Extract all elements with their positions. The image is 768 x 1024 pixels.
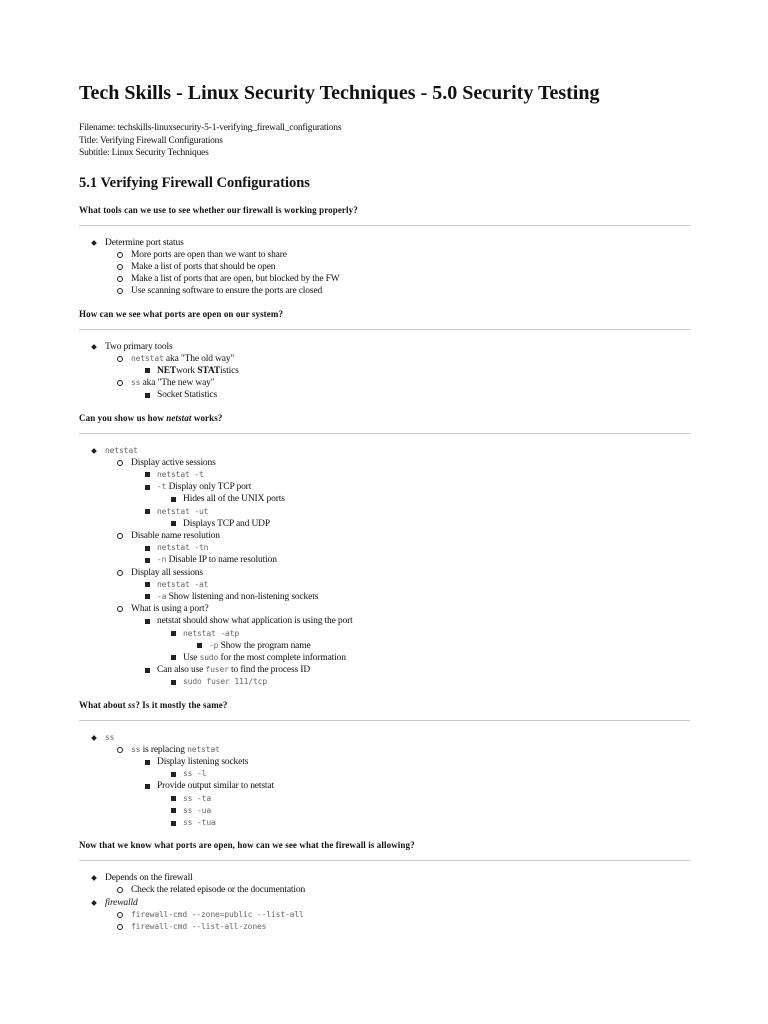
divider [79, 433, 690, 434]
list-item: What is using a port? netstat should show what application is using the port netstat -atp -p Show the program name Use sudo for the most complete information Can also use fuser to find the process ID sudo fuser 111/tcp [105, 603, 690, 688]
list-item: Disable name resolution netstat -tn -n Disable IP to name resolution [105, 530, 690, 567]
list-item: Make a list of ports that are open, but blocked by the FW [105, 273, 690, 285]
divider [79, 329, 690, 330]
list-item: ss -ua [157, 805, 690, 817]
list-item: Check the related episode or the documentation [105, 884, 690, 896]
list-item: -t Display only TCP port Hides all of the UNIX ports [131, 481, 690, 505]
list-item: NETwork STATistics [131, 365, 690, 377]
list-item: -p Show the program name [183, 640, 690, 652]
answer-ss [79, 732, 690, 830]
document-title: Tech Skills - Linux Security Techniques - 5.0 Security Testing [79, 82, 600, 104]
list-item: ss ss is replacing netstat Display listening sockets ss -l Provide output similar to netstat ss -ta ss -ua ss -tua [79, 732, 690, 830]
list-item: Make a list of ports that should be open [105, 261, 690, 273]
meta-subtitle: Subtitle: Linux Security Techniques [79, 148, 209, 158]
list-item: firewall-cmd --zone=public --list-all [105, 909, 690, 921]
answer-tools [79, 237, 690, 298]
list-item: netstat aka "The old way" NETwork STATistics [105, 353, 690, 377]
answer-open-ports [79, 341, 690, 402]
list-item: Use scanning software to ensure the ports are closed [105, 285, 690, 297]
question-netstat: Can you show us how netstat works? [79, 412, 223, 423]
list-item: ss aka "The new way" Socket Statistics [105, 377, 690, 401]
list-item: More ports are open than we want to share [105, 249, 690, 261]
list-item: Display active sessions netstat -t -t Display only TCP port Hides all of the UNIX ports netstat -ut Displays TCP and UDP [105, 457, 690, 530]
list-item: Display all sessions netstat -at -a Show listening and non-listening sockets [105, 567, 690, 604]
list-item: ss is replacing netstat Display listening sockets ss -l Provide output similar to netstat ss -ta ss -ua ss -tua [105, 744, 690, 829]
code-ss: ss [131, 378, 141, 388]
list-item: Depends on the firewall Check the related episode or the documentation [79, 872, 690, 896]
question-open-ports: How can we see what ports are open on our system? [79, 308, 284, 319]
question-tools: What tools can we use to see whether our firewall is working properly? [79, 204, 358, 215]
list-item: Can also use fuser to find the process ID sudo fuser 111/tcp [131, 664, 690, 688]
list-item: Hides all of the UNIX ports [157, 493, 690, 505]
document-meta [79, 122, 690, 160]
question-firewall: Now that we know what ports are open, how can we see what the firewall is allowing? [79, 840, 415, 851]
divider [79, 720, 690, 721]
list-item: netstat -atp -p Show the program name [157, 628, 690, 652]
list-item: netstat -tn [131, 542, 690, 554]
list-item: sudo fuser 111/tcp [157, 676, 690, 688]
answer-netstat [79, 445, 690, 689]
list-item: -n Disable IP to name resolution [131, 554, 690, 566]
list-item: Use sudo for the most complete information [157, 652, 690, 664]
code-netstat: netstat [131, 353, 164, 363]
list-item: ss -ta [157, 793, 690, 805]
divider [79, 860, 690, 861]
list-item: firewall-cmd --list-all-zones [105, 921, 690, 933]
list-item: netstat -at [131, 579, 690, 591]
list-item: Displays TCP and UDP [157, 518, 690, 530]
list-item: netstat Display active sessions netstat -t -t Display only TCP port Hides all of the UNIX ports netstat -ut Displays TCP and UDP Disable name resolution netstat -tn -n Disable IP to name resolution Display all sessions netstat -at -a Show listening and non-listening sockets What is using a port? netstat should show what application is using the port netstat -atp -p Show the program name Use sudo for the most complete information Can also use fuser to find the process ID sudo fuser 111/tcp [79, 445, 690, 689]
list-item: Determine port status More ports are open than we want to share Make a list of ports that should be open Make a list of ports that are open, but blocked by the FW Use scanning software to ensure the ports are closed [79, 237, 690, 298]
list-item: firewalld firewall-cmd --zone=public --list-all firewall-cmd --list-all-zones [79, 897, 690, 934]
question-ss: What about ss? Is it mostly the same? [79, 699, 228, 710]
divider [79, 225, 690, 226]
answer-firewall [79, 872, 690, 933]
meta-filename: Filename: techskills-linuxsecurity-5-1-verifying_firewall_configurations [79, 123, 342, 133]
section-heading: 5.1 Verifying Firewall Configurations [79, 174, 310, 191]
list-item: netstat -t [131, 469, 690, 481]
list-item: ss -tua [157, 817, 690, 829]
list-item: Two primary tools netstat aka "The old way" NETwork STATistics ss aka "The new way" Socket Statistics [79, 341, 690, 402]
meta-title: Title: Verifying Firewall Configurations [79, 135, 223, 146]
list-item: Socket Statistics [131, 389, 690, 401]
list-item: -a Show listening and non-listening sockets [131, 591, 690, 603]
list-item: Provide output similar to netstat ss -ta ss -ua ss -tua [131, 780, 690, 829]
list-item: netstat should show what application is using the port netstat -atp -p Show the program name Use sudo for the most complete information [131, 615, 690, 664]
list-item: netstat -ut Displays TCP and UDP [131, 506, 690, 530]
list-item: Display listening sockets ss -l [131, 756, 690, 780]
list-item: ss -l [157, 768, 690, 780]
